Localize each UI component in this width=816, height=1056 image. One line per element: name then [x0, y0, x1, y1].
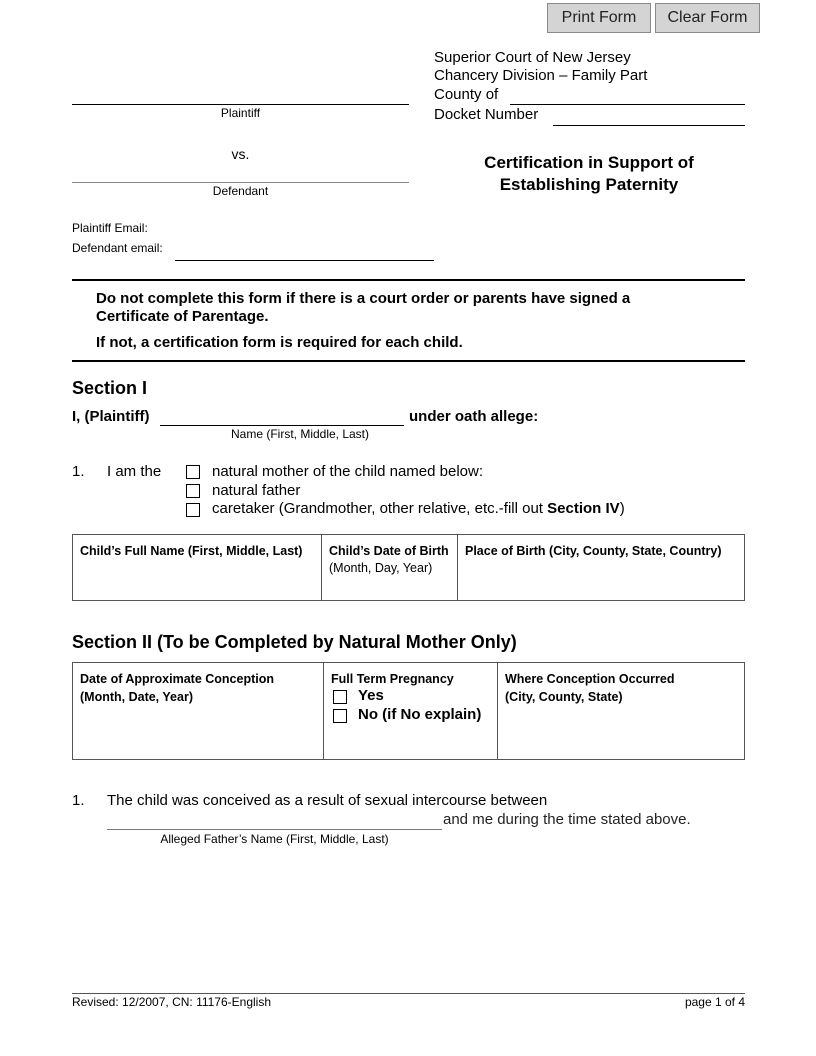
notice-top-rule — [72, 279, 745, 281]
birth-place-cell[interactable] — [458, 535, 745, 601]
court-name: Superior Court of New Jersey — [434, 49, 631, 66]
footer-page-number: page 1 of 4 — [684, 995, 745, 1009]
section2-item-text: The child was conceived as a result of sexual intercourse between — [107, 792, 548, 809]
docket-label: Docket Number — [434, 106, 539, 123]
plaintiff-email-field[interactable] — [160, 218, 432, 236]
defendant-name-field[interactable] — [72, 164, 409, 183]
natural-father-checkbox[interactable] — [186, 484, 200, 498]
section2-item-tail: and me during the time stated above. — [443, 811, 691, 828]
caretaker-checkbox[interactable] — [186, 503, 200, 517]
notice-bottom-rule — [72, 360, 745, 362]
court-division — [434, 67, 647, 84]
full-term-header: Full Term Pregnancy — [331, 672, 454, 686]
vs-label: vs. — [231, 146, 250, 162]
court-division-dash: – — [559, 67, 568, 84]
clear-form-button[interactable]: Clear Form — [655, 3, 760, 33]
court-division-label: Chancery Division — [434, 67, 555, 84]
full-term-yes-checkbox[interactable] — [333, 690, 347, 704]
print-form-button[interactable]: Print Form — [547, 3, 651, 33]
form-title — [434, 152, 744, 196]
notice-line1: Do not complete this form if there is a court order or parents have signed a — [96, 290, 631, 307]
notice-line2: Certificate of Parentage. — [96, 308, 269, 325]
notice-line3: If not, a certification form is required for each child. — [96, 334, 463, 351]
alleged-father-hint: Alleged Father’s Name (First, Middle, Last) — [160, 832, 389, 846]
alleged-father-name-field[interactable] — [107, 811, 442, 830]
plaintiff-oath-name-field[interactable] — [160, 406, 404, 426]
natural-father-label: natural father — [212, 482, 301, 499]
child-dob-cell[interactable] — [322, 535, 458, 601]
plaintiff-email-label: Plaintiff Email: — [72, 221, 148, 235]
child-name-header: Child’s Full Name (First, Middle, Last) — [80, 544, 303, 558]
full-term-cell — [324, 663, 498, 760]
birth-place-header: Place of Birth (City, County, State, Country) — [465, 544, 722, 558]
oath-prefix: I, (Plaintiff) — [72, 408, 150, 425]
conception-date-subheader: (Month, Date, Year) — [80, 690, 193, 704]
child-dob-subheader: (Month, Day, Year) — [329, 561, 433, 575]
section1-item-lead: I am the — [107, 463, 162, 480]
natural-mother-label: natural mother of the child named below: — [212, 463, 483, 480]
section2-heading: Section II (To be Completed by Natural Mother Only) — [72, 632, 517, 652]
conception-place-header: Where Conception Occurred — [505, 672, 675, 686]
full-term-no-checkbox[interactable] — [333, 709, 347, 723]
child-dob-header: Child’s Date of Birth — [329, 544, 449, 558]
caretaker-text: caretaker (Grandmother, other relative, etc.-fill out — [212, 500, 548, 517]
county-label: County of — [434, 86, 499, 103]
caretaker-section-ref: Section IV — [547, 500, 620, 517]
conception-place-cell[interactable] — [498, 663, 745, 760]
footer-rule — [72, 993, 745, 994]
court-part-label: Family Part — [571, 67, 648, 84]
defendant-caption: Defendant — [212, 184, 269, 198]
conception-date-header: Date of Approximate Conception — [80, 672, 274, 686]
section1-heading: Section I — [72, 378, 148, 398]
caretaker-label — [212, 500, 625, 517]
county-field[interactable] — [510, 88, 745, 105]
conception-place-subheader: (City, County, State) — [505, 690, 623, 704]
docket-number-field[interactable] — [553, 108, 745, 126]
full-term-yes-label: Yes — [358, 687, 384, 704]
name-hint: Name (First, Middle, Last) — [230, 427, 370, 441]
conception-date-cell[interactable] — [73, 663, 324, 760]
form-title-line1: Certification in Support of — [484, 153, 694, 172]
natural-mother-checkbox[interactable] — [186, 465, 200, 479]
full-term-options — [324, 688, 497, 728]
oath-suffix: under oath allege: — [409, 408, 539, 425]
child-info-table — [72, 534, 745, 601]
child-name-cell[interactable] — [73, 535, 322, 601]
defendant-email-label: Defendant email: — [72, 241, 163, 255]
section2-item-number: 1. — [72, 792, 85, 809]
plaintiff-caption: Plaintiff — [220, 106, 261, 120]
footer-revised: Revised: 12/2007, CN: 11176-English — [72, 995, 272, 1009]
section1-item-number: 1. — [72, 463, 85, 480]
plaintiff-name-field[interactable] — [72, 85, 409, 105]
conception-table — [72, 662, 745, 760]
form-title-line2: Establishing Paternity — [499, 175, 679, 194]
full-term-no-label: No (if No explain) — [358, 706, 482, 723]
caretaker-close: ) — [619, 500, 625, 517]
defendant-email-field[interactable] — [175, 243, 434, 261]
